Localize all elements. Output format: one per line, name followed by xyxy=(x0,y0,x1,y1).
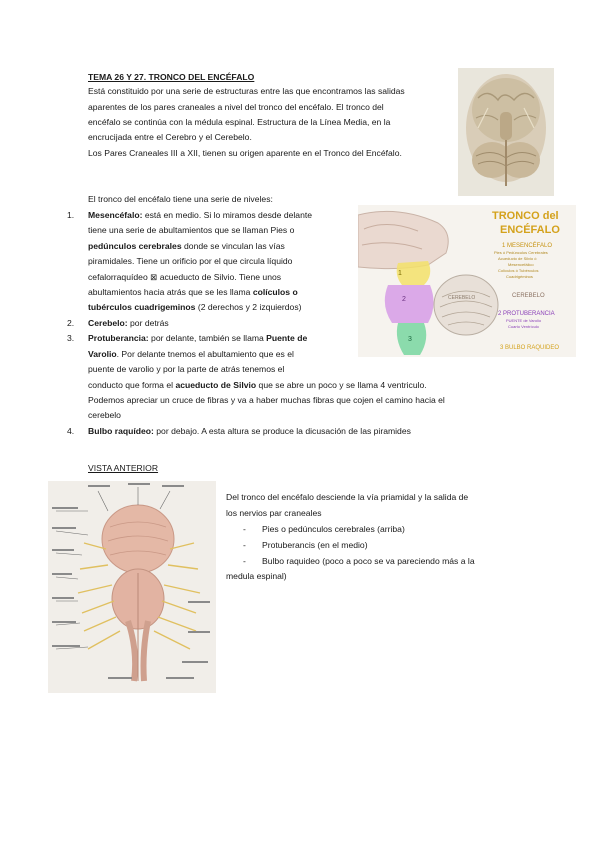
bullet-dash-2: - xyxy=(243,540,246,550)
anterior-text-line-2: los nervios par craneales xyxy=(226,508,322,518)
level-1-line-5: cefalorraquídeo ⊠ acueducto de Silvio. Tiene unos xyxy=(88,272,282,282)
level-1-text-c: donde se vinculan las vías xyxy=(181,241,285,251)
tuberculos-term: tubérculos cuadrigeminos xyxy=(88,302,196,312)
diagram-s3: 3 BULBO RAQUIDEO xyxy=(500,345,560,351)
diagram-s1-sub2: Acueducto de Silvio ó xyxy=(498,256,537,261)
anterior-item-2: Protuberancis (en el medio) xyxy=(262,540,368,550)
list-number-1: 1. xyxy=(67,210,75,220)
level-3-text-a: por delante, también se llama xyxy=(148,333,267,343)
anterior-item-3: Bulbo raquideo (poco a poco se va pareciendo más a la xyxy=(262,556,475,566)
anterior-brainstem-image xyxy=(48,481,216,693)
pedunculos-term: pedúnculos cerebrales xyxy=(88,241,182,251)
list-number-4: 4. xyxy=(67,426,75,436)
level-1-text-g: (2 derechos y 2 izquierdos) xyxy=(195,302,302,312)
level-2-text: por detrás xyxy=(127,318,169,328)
level-3-line-1 xyxy=(88,331,307,346)
diagram-s1: 1 MESENCÉFALO xyxy=(502,243,553,249)
brain-base-image xyxy=(458,68,554,196)
cerebelo-term: Cerebelo: xyxy=(88,318,128,328)
mesencefalo-term: Mesencéfalo: xyxy=(88,210,143,220)
level-3-line-4 xyxy=(88,378,427,393)
level-4-text: por debajo. A esta altura se produce la dicusación de las piramides xyxy=(153,426,411,436)
diagram-title-2: ENCÉFALO xyxy=(500,224,560,236)
level-2-line xyxy=(88,316,169,331)
diagram-cerebelo-mark: CEREBELO xyxy=(448,295,476,301)
level-4-line xyxy=(88,424,411,439)
diagram-mark-3: 3 xyxy=(408,336,412,343)
protuberancia-term: Protuberancia: xyxy=(88,333,149,343)
diagram-s1-sub3: Mesencefálico xyxy=(508,262,534,267)
level-3-line-3: puente de varolio y por la parte de atrás tenemos el xyxy=(88,364,285,374)
list-number-3: 3. xyxy=(67,333,75,343)
level-1-text-a: está en medio. Si lo miramos desde delante xyxy=(142,210,313,220)
intro-line-2: aparentes de los pares craneales a nivel del tronco del encéfalo. El tronco del xyxy=(88,102,384,112)
diagram-s1-sub4: Colículos ó Tubérculos xyxy=(498,268,539,273)
diagram-s2-sub1: PUENTE de Varolio xyxy=(506,318,542,323)
level-3-text-d2: que se abre un poco y se llama 4 ventriculo. xyxy=(256,380,427,390)
diagram-mark-1: 1 xyxy=(398,270,402,277)
acueducto-term: acueducto de Silvio xyxy=(175,380,257,390)
diagram-s2-sub2: Cuarto Ventrículo xyxy=(508,324,539,329)
level-1-line-3 xyxy=(88,239,285,254)
anterior-item-3-cont: medula espinal) xyxy=(226,571,287,581)
diagram-cerebelo: CEREBELO xyxy=(512,293,545,299)
level-1-line-4: piramidales. Tiene un orificio por el que circula líquido xyxy=(88,256,293,266)
level-3-line-5: Podemos apreciar un cruce de fibras y va a haber muchas fibras que cojen el camino hacia el xyxy=(88,395,445,405)
diagram-title-1: TRONCO del xyxy=(492,210,559,222)
intro-line-5: Los Pares Craneales III a XII, tienen su origen aparente en el Tronco del Encéfalo. xyxy=(88,148,402,158)
brainstem-sagittal-diagram xyxy=(358,205,576,357)
intro-line-3: encéfalo se continúa con la médula espinal. Estructura de la Línea Media, en la xyxy=(88,117,391,127)
puente-term: Puente de xyxy=(266,333,308,343)
anterior-item-1: Pies o pedúnculos cerebrales (arriba) xyxy=(262,524,405,534)
level-1-text-f: abultamientos hacia atrás que se les llama xyxy=(88,287,253,297)
intro-line-1: Está constituido por una serie de estructuras entre las que encontramos las salidas xyxy=(88,86,405,96)
vista-anterior-heading: VISTA ANTERIOR xyxy=(88,463,159,473)
level-3-text-b: . Por delante tnemos el abultamiento que es el xyxy=(116,349,294,359)
level-1-line-7 xyxy=(88,300,302,315)
page-title: TEMA 26 Y 27. TRONCO DEL ENCÉFALO xyxy=(88,72,255,82)
level-3-line-2 xyxy=(88,347,294,362)
anterior-text-line-1: Del tronco del encéfalo desciende la vía priamidal y la salida de xyxy=(226,492,469,502)
level-3-line-6: cerebelo xyxy=(88,410,121,420)
list-number-2: 2. xyxy=(67,318,75,328)
varolio-term: Varolio xyxy=(88,349,117,359)
level-3-text-d: conducto que forma el xyxy=(88,380,176,390)
level-1-line-2: tiene una serie de abultamientos que se llaman Pies o xyxy=(88,225,295,235)
level-1-line-1 xyxy=(88,208,312,223)
levels-intro: El tronco del encéfalo tiene una serie de niveles: xyxy=(88,194,273,204)
bulbo-term: Bulbo raquídeo: xyxy=(88,426,154,436)
intro-line-4: encrucijada entre el Cerebro y el Cerebelo. xyxy=(88,132,252,142)
bullet-dash-3: - xyxy=(243,556,246,566)
diagram-mark-2: 2 xyxy=(402,296,406,303)
level-1-line-6 xyxy=(88,285,298,300)
diagram-s1-sub5: Cuadrigéminos xyxy=(506,274,533,279)
diagram-s1-sub1: Pies ó Pedúnculos Cerebrales xyxy=(494,250,548,255)
diagram-s2: 2 PROTUBERANCIA xyxy=(498,311,555,317)
bullet-dash-1: - xyxy=(243,524,246,534)
coliculos-term: colículos o xyxy=(252,287,298,297)
